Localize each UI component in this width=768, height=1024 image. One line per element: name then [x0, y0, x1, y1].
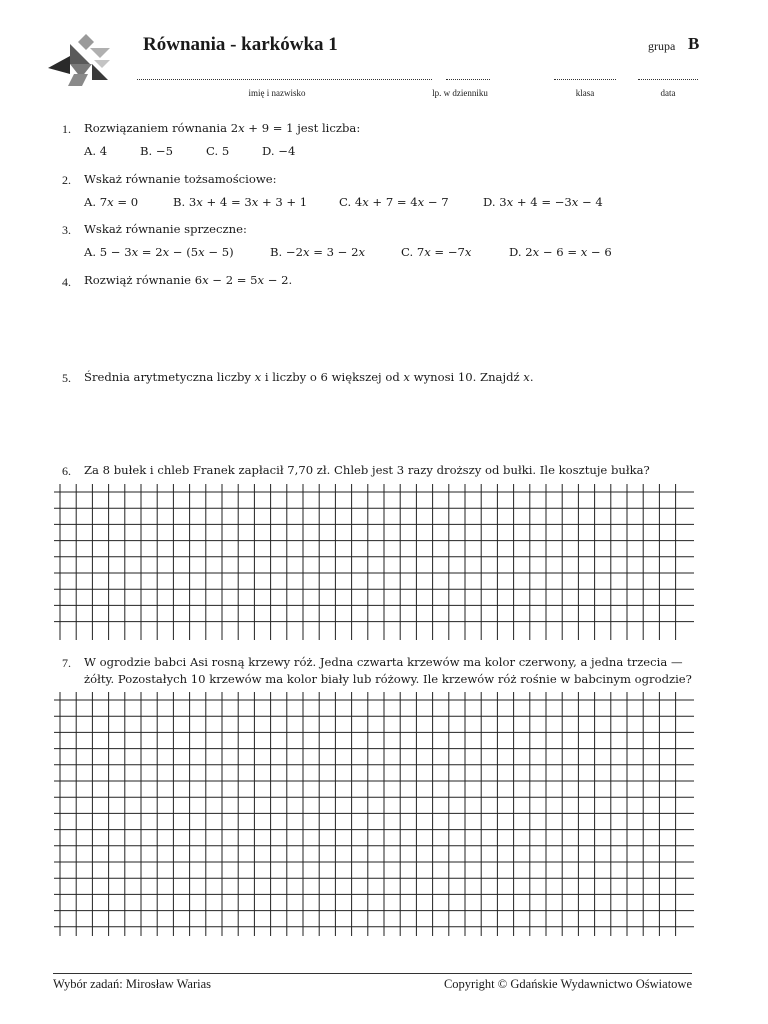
question-6-number: 6.	[62, 464, 71, 478]
question-1-option-b[interactable]: B. −5	[140, 144, 173, 158]
question-6-text: Za 8 bułek i chleb Franek zapłacił 7,70 zł. Chleb jest 3 razy droższy od bułki. Ile kosztuje bułka?	[84, 463, 650, 477]
answer-grid-question-7[interactable]	[54, 692, 694, 936]
footer-divider	[53, 973, 692, 974]
footer-copyright: Copyright © Gdańskie Wydawnictwo Oświatowe	[443, 977, 692, 991]
question-3-option-c[interactable]: C. 7𝑥 = −7𝑥	[401, 245, 472, 259]
name-field-label: imię i nazwisko	[248, 88, 306, 98]
question-3-option-b[interactable]: B. −2𝑥 = 3 − 2𝑥	[270, 245, 365, 259]
question-1-options	[84, 144, 684, 160]
worksheet-title: Równania - karkówka 1	[143, 34, 338, 55]
tangram-logo-icon	[48, 34, 114, 88]
question-3-options	[84, 245, 684, 261]
footer-author: Wybór zadań: Mirosław Warias	[53, 977, 212, 991]
question-4-number: 4.	[62, 275, 71, 289]
question-2-options	[84, 195, 684, 211]
question-2-option-d[interactable]: D. 3𝑥 + 4 = −3𝑥 − 4	[483, 195, 603, 209]
question-7-text-line-1: W ogrodzie babci Asi rosną krzewy róż. Jedna czwarta krzewów ma kolor czerwony, a jedna trzecia —	[84, 655, 683, 669]
question-7-number: 7.	[62, 656, 71, 670]
question-1-option-d[interactable]: D. −4	[262, 144, 296, 158]
question-5-text: Średnia arytmetyczna liczby 𝑥 i liczby o 6 większej od 𝑥 wynosi 10. Znajdź 𝑥.	[84, 370, 534, 384]
class-field-line[interactable]	[554, 79, 616, 80]
group-label: grupa	[648, 39, 676, 53]
date-field-line[interactable]	[638, 79, 698, 80]
question-3-text: Wskaż równanie sprzeczne:	[84, 222, 247, 236]
question-3-number: 3.	[62, 223, 71, 237]
question-1-number: 1.	[62, 122, 71, 136]
question-3-option-d[interactable]: D. 2𝑥 − 6 = 𝑥 − 6	[509, 245, 612, 259]
question-7-text-line-2: żółty. Pozostałych 10 krzewów ma kolor biały lub różowy. Ile krzewów róż rośnie w babcinym ogrodzie?	[84, 672, 692, 686]
question-1-text: Rozwiązaniem równania 2𝑥 + 9 = 1 jest liczba:	[84, 121, 361, 135]
question-1-option-a[interactable]: A. 4	[84, 144, 108, 158]
question-2-text: Wskaż równanie tożsamościowe:	[84, 172, 277, 186]
question-1-option-c[interactable]: C. 5	[206, 144, 230, 158]
date-field-label: data	[660, 88, 676, 98]
question-3-option-a[interactable]: A. 5 − 3𝑥 = 2𝑥 − (5𝑥 − 5)	[84, 245, 234, 259]
question-4-text: Rozwiąż równanie 6𝑥 − 2 = 5𝑥 − 2.	[84, 273, 293, 287]
question-2-option-b[interactable]: B. 3𝑥 + 4 = 3𝑥 + 3 + 1	[173, 195, 308, 209]
question-2-number: 2.	[62, 173, 71, 187]
question-2-option-a[interactable]: A. 7𝑥 = 0	[84, 195, 139, 209]
answer-grid-question-6[interactable]	[54, 484, 694, 640]
question-5-number: 5.	[62, 371, 71, 385]
group-letter: B	[688, 34, 700, 53]
class-field-label: klasa	[575, 88, 595, 98]
name-field-line[interactable]	[137, 79, 432, 80]
register-number-field-label: lp. w dzienniku	[432, 88, 488, 98]
question-2-option-c[interactable]: C. 4𝑥 + 7 = 4𝑥 − 7	[339, 195, 449, 209]
register-number-field-line[interactable]	[446, 79, 490, 80]
